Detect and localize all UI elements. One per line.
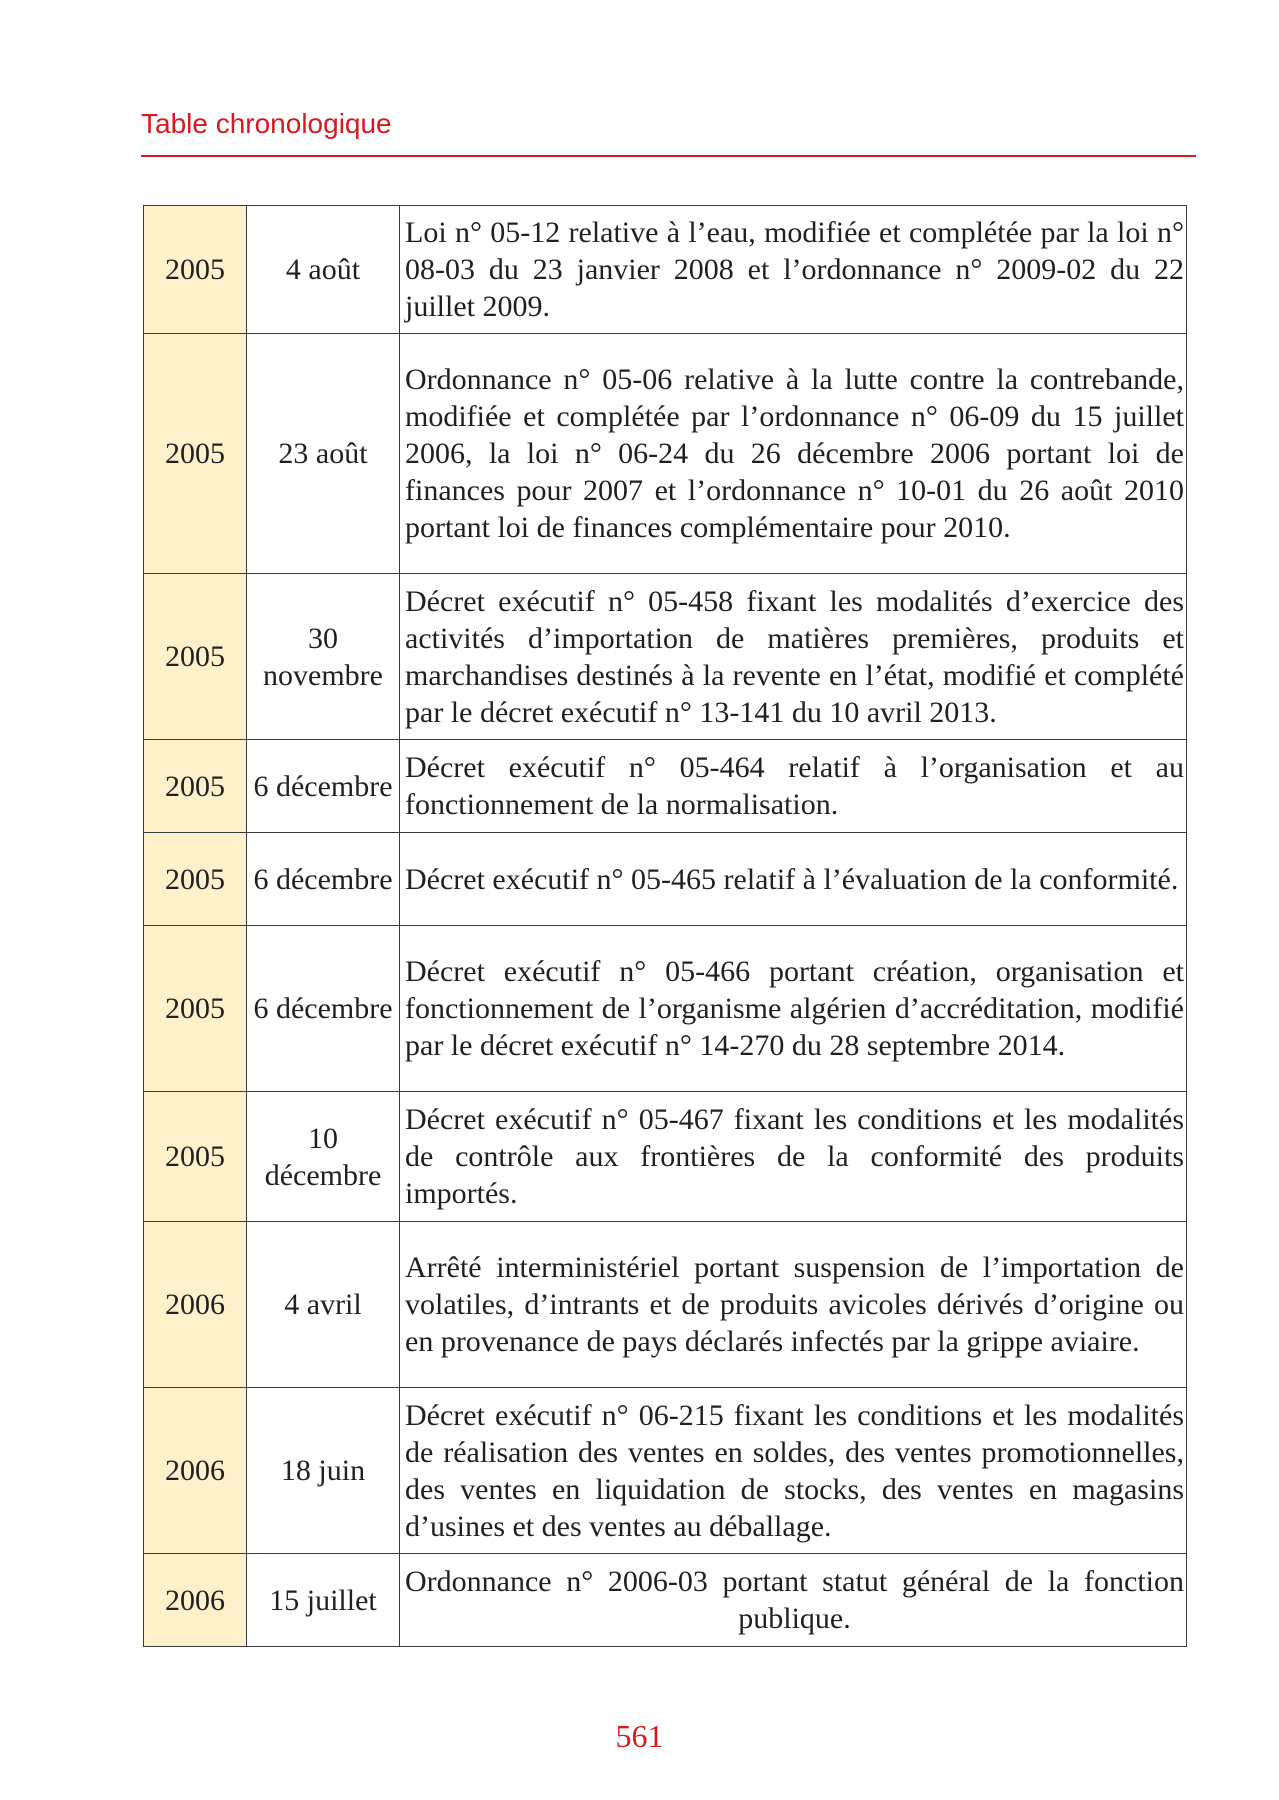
text-cell: Arrêté interministériel portant suspension de l’importation de volatiles, d’intrants et de produits avicoles dérivés d’origine ou en provenance de pays déclarés infectés par la grippe aviaire. xyxy=(400,1222,1187,1388)
text-cell: Décret exécutif n° 05-458 fixant les modalités d’exercice des activités d’importation de matières premières, produits et marchandises destinés à la revente en l’état, modifié et complété par le décret exécutif n° 13-141 du 10 avril 2013. xyxy=(400,574,1187,740)
date-cell: 30 novembre xyxy=(247,574,400,740)
date-cell: 10 décembre xyxy=(247,1092,400,1222)
text-cell: Décret exécutif n° 05-466 portant création, organisation et fonctionnement de l’organisme algérien d’accréditation, modifié par le décret exécutif n° 14-270 du 28 septembre 2014. xyxy=(400,926,1187,1092)
chronological-table xyxy=(143,205,1187,1647)
table-row xyxy=(144,1388,1187,1554)
date-cell: 18 juin xyxy=(247,1388,400,1554)
date-cell: 6 décembre xyxy=(247,740,400,833)
table-row xyxy=(144,1092,1187,1222)
date-cell: 6 décembre xyxy=(247,926,400,1092)
year-cell: 2006 xyxy=(144,1222,247,1388)
text-cell: Ordonnance n° 2006-03 portant statut général de la fonction publique. xyxy=(400,1554,1187,1647)
year-cell: 2006 xyxy=(144,1388,247,1554)
date-cell: 4 avril xyxy=(247,1222,400,1388)
table-row xyxy=(144,740,1187,833)
table-row xyxy=(144,206,1187,334)
text-cell: Ordonnance n° 05-06 relative à la lutte contre la contrebande, modifiée et complétée par l’ordonnance n° 06-09 du 15 juillet 2006, la loi n° 06-24 du 26 décembre 2006 portant loi de finances pour 2007 et l’ordonnance n° 10-01 du 26 août 2010 portant loi de finances complémentaire pour 2010. xyxy=(400,334,1187,574)
year-cell: 2005 xyxy=(144,334,247,574)
year-cell: 2005 xyxy=(144,926,247,1092)
date-cell: 23 août xyxy=(247,334,400,574)
text-cell: Décret exécutif n° 05-465 relatif à l’évaluation de la conformité. xyxy=(400,833,1187,926)
running-header: Table chronologique xyxy=(141,108,392,139)
year-cell: 2006 xyxy=(144,1554,247,1647)
year-cell: 2005 xyxy=(144,574,247,740)
date-cell: 15 juillet xyxy=(247,1554,400,1647)
table-row xyxy=(144,1222,1187,1388)
date-cell: 6 décembre xyxy=(247,833,400,926)
text-cell: Loi n° 05-12 relative à l’eau, modifiée et complétée par la loi n° 08-03 du 23 janvier 2008 et l’ordonnance n° 2009-02 du 22 juillet 2009. xyxy=(400,206,1187,334)
table-row xyxy=(144,926,1187,1092)
table-row xyxy=(144,1554,1187,1647)
text-cell: Décret exécutif n° 05-467 fixant les conditions et les modalités de contrôle aux frontières de la conformité des produits importés. xyxy=(400,1092,1187,1222)
year-cell: 2005 xyxy=(144,1092,247,1222)
date-cell: 4 août xyxy=(247,206,400,334)
header-rule xyxy=(141,155,1196,157)
table-row xyxy=(144,574,1187,740)
page-number: 561 xyxy=(615,1718,664,1754)
table-row xyxy=(144,833,1187,926)
year-cell: 2005 xyxy=(144,206,247,334)
text-cell: Décret exécutif n° 05-464 relatif à l’organisation et au fonctionnement de la normalisation. xyxy=(400,740,1187,833)
table-row xyxy=(144,334,1187,574)
text-cell: Décret exécutif n° 06-215 fixant les conditions et les modalités de réalisation des ventes en soldes, des ventes promotionnelles, des ventes en liquidation de stocks, des ventes en magasins d’usines et des ventes au déballage. xyxy=(400,1388,1187,1554)
year-cell: 2005 xyxy=(144,740,247,833)
year-cell: 2005 xyxy=(144,833,247,926)
